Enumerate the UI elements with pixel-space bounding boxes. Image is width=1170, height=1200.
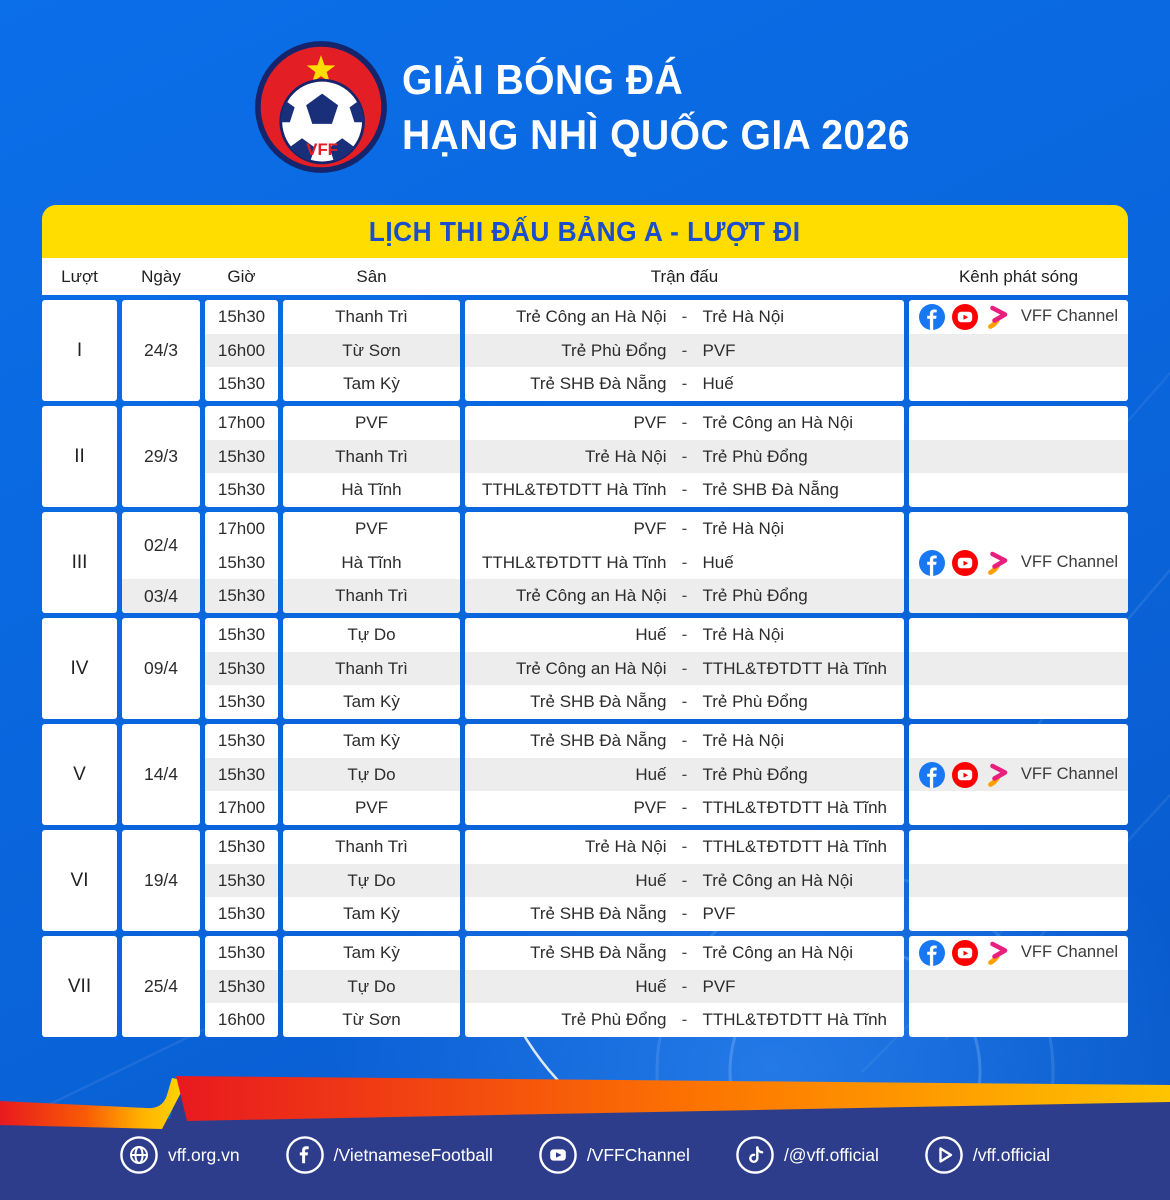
footer-link-label: /@vff.official — [783, 1144, 879, 1165]
round-block — [42, 936, 1128, 1037]
away-team: Trẻ Công an Hà Nội — [702, 870, 854, 890]
match-cell — [465, 300, 904, 334]
away-team: Trẻ Phù Đổng — [702, 764, 808, 784]
home-team: Trẻ SHB Đà Nẵng — [530, 942, 667, 962]
home-team: Trẻ Công an Hà Nội — [515, 658, 667, 678]
date-cell — [122, 724, 200, 825]
home-team: Huế — [635, 870, 667, 890]
round-block — [42, 618, 1128, 719]
footer-link-label: vff.org.vn — [167, 1144, 240, 1165]
time-column — [205, 300, 278, 401]
date-cell — [122, 936, 200, 1037]
vs-separator: - — [681, 836, 688, 856]
venue-cell: Tự Do — [283, 970, 460, 1004]
round-number: VII — [67, 975, 92, 997]
venue-cell: Tự Do — [347, 624, 396, 644]
time-cell: 15h30 — [217, 904, 266, 924]
date-cell — [122, 406, 200, 507]
home-team: PVF — [633, 798, 667, 818]
date-label: 24/3 — [143, 340, 179, 360]
time-cell: 17h00 — [217, 412, 266, 432]
away-team: TTHL&TĐTDTT Hà Tĩnh — [702, 658, 888, 678]
page-title — [402, 52, 948, 162]
broadcast-channels — [909, 300, 1128, 334]
time-cell: 15h30 — [217, 374, 266, 394]
tiktok-icon — [736, 1136, 774, 1174]
vs-separator: - — [681, 552, 688, 572]
venue-column — [283, 300, 460, 401]
venue-cell: Từ Sơn — [342, 1010, 401, 1030]
vs-separator: - — [681, 340, 688, 360]
date-label: 19/4 — [143, 870, 179, 890]
match-cell — [465, 618, 904, 652]
match-cell — [465, 791, 904, 825]
broadcast-row — [909, 830, 1128, 864]
column-header-date: Ngày — [141, 266, 181, 286]
broadcast-row — [909, 685, 1128, 719]
match-cell — [465, 512, 904, 546]
venue-column — [283, 724, 460, 825]
venue-cell: PVF — [354, 518, 389, 538]
date-label: 25/4 — [143, 976, 179, 996]
table-header-row — [42, 258, 1128, 295]
round-block — [42, 830, 1128, 931]
home-team: Huế — [635, 764, 667, 784]
broadcast-row — [909, 1003, 1128, 1037]
broadcast-channels — [909, 512, 1128, 613]
column-header-channel: Kênh phát sóng — [958, 266, 1079, 286]
round-block — [42, 406, 1128, 507]
time-cell: 17h00 — [217, 798, 266, 818]
round-number: V — [73, 763, 86, 785]
facebook-icon — [919, 940, 945, 966]
away-team: PVF — [702, 340, 736, 360]
footer-link-vietnamesefootball[interactable] — [286, 1136, 493, 1174]
vs-separator: - — [681, 624, 688, 644]
match-column — [465, 830, 904, 931]
date-cell — [122, 512, 200, 613]
away-team: Trẻ Phù Đổng — [702, 692, 808, 712]
away-team: TTHL&TĐTDTT Hà Tĩnh — [702, 836, 888, 856]
match-cell — [465, 367, 904, 401]
venue-cell: Tam Kỳ — [343, 374, 400, 394]
home-team: TTHL&TĐTDTT Hà Tĩnh — [481, 552, 667, 572]
venue-cell: Thanh Trì — [283, 652, 460, 686]
match-column — [465, 618, 904, 719]
vs-separator: - — [681, 306, 688, 326]
home-team: Trẻ Phù Đổng — [561, 340, 667, 360]
match-cell — [465, 579, 904, 613]
broadcast-cell — [909, 830, 1128, 931]
venue-cell: Thanh Trì — [335, 306, 408, 326]
time-cell: 15h30 — [205, 970, 278, 1004]
broadcast-cell — [909, 406, 1128, 507]
broadcast-row — [909, 652, 1128, 686]
home-team: Trẻ Hà Nội — [584, 836, 667, 856]
away-team: Trẻ Phù Đổng — [702, 446, 808, 466]
away-team: Trẻ Công an Hà Nội — [702, 412, 854, 432]
time-cell: 15h30 — [217, 552, 266, 572]
play-icon — [925, 1136, 963, 1174]
round-number-cell — [42, 936, 117, 1037]
broadcast-channels — [909, 724, 1128, 825]
time-cell: 15h30 — [205, 758, 278, 792]
home-team: Trẻ SHB Đà Nẵng — [530, 730, 667, 750]
match-cell — [465, 897, 904, 931]
column-header-time: Giờ — [227, 266, 256, 286]
venue-cell: Hà Tĩnh — [341, 480, 402, 500]
footer-link-vff-org-vn[interactable] — [120, 1136, 240, 1174]
venue-cell: PVF — [354, 798, 389, 818]
round-number: II — [74, 445, 85, 467]
home-team: PVF — [633, 412, 667, 432]
broadcast-row — [909, 334, 1128, 368]
date-label: 14/4 — [143, 764, 179, 784]
youtube-icon — [952, 550, 978, 576]
vs-separator: - — [681, 446, 688, 466]
time-cell: 16h00 — [217, 1010, 266, 1030]
date-group — [122, 830, 200, 931]
footer-link-label: /vff.official — [972, 1144, 1051, 1165]
vs-separator: - — [681, 764, 688, 784]
time-column — [205, 936, 278, 1037]
broadcast-row — [909, 406, 1128, 440]
round-number: IV — [70, 657, 89, 679]
footer-link-label: /VietnameseFootball — [333, 1144, 493, 1165]
schedule-body — [42, 300, 1128, 1037]
round-number: III — [71, 551, 88, 573]
time-cell: 15h30 — [217, 692, 266, 712]
date-label: 02/4 — [143, 535, 179, 556]
venue-column — [283, 618, 460, 719]
match-cell — [465, 685, 904, 719]
vs-separator: - — [681, 798, 688, 818]
home-team: Trẻ SHB Đà Nẵng — [530, 904, 667, 924]
footer-nav — [0, 1136, 1170, 1174]
venue-cell: Tam Kỳ — [343, 942, 400, 962]
match-cell — [465, 440, 904, 474]
home-team: PVF — [633, 518, 667, 538]
venue-column — [283, 406, 460, 507]
date-group — [122, 724, 200, 825]
match-column — [465, 724, 904, 825]
match-cell — [465, 864, 904, 898]
broadcast-cell — [909, 936, 1128, 1037]
footer-link-vffchannel[interactable] — [539, 1136, 690, 1174]
broadcast-label: VFF Channel — [1020, 943, 1119, 962]
vs-separator: - — [681, 480, 688, 500]
venue-cell: Tự Do — [283, 864, 460, 898]
play-icon — [985, 762, 1011, 788]
venue-cell: Tự Do — [283, 758, 460, 792]
home-team: Trẻ Phù Đổng — [561, 1010, 667, 1030]
broadcast-row — [909, 864, 1128, 898]
youtube-icon — [952, 304, 978, 330]
venue-cell: Từ Sơn — [283, 334, 460, 368]
away-team: Huế — [702, 552, 734, 572]
table-banner — [42, 205, 1128, 258]
away-team: Trẻ Công an Hà Nội — [702, 942, 854, 962]
home-team: Trẻ Công an Hà Nội — [515, 306, 667, 326]
home-team: Huế — [635, 976, 667, 996]
away-team: Trẻ Hà Nội — [702, 730, 785, 750]
round-number-cell — [42, 724, 117, 825]
match-column — [465, 936, 904, 1037]
vs-separator: - — [681, 658, 688, 678]
date-group — [122, 936, 200, 1037]
date-group — [122, 406, 200, 507]
round-number-cell — [42, 618, 117, 719]
match-column — [465, 300, 904, 401]
round-block — [42, 724, 1128, 825]
logo-text: VFF — [306, 140, 338, 160]
time-cell: 15h30 — [217, 730, 266, 750]
column-header-venue: Sân — [356, 266, 387, 286]
facebook-icon — [919, 304, 945, 330]
match-cell — [465, 652, 904, 686]
date-cell — [122, 618, 200, 719]
away-team: PVF — [702, 976, 736, 996]
time-column — [205, 618, 278, 719]
time-cell: 15h30 — [217, 836, 266, 856]
round-block — [42, 300, 1128, 401]
match-cell — [465, 758, 904, 792]
home-team: Huế — [635, 624, 667, 644]
broadcast-row — [909, 970, 1128, 1004]
broadcast-row — [909, 440, 1128, 474]
vs-separator: - — [681, 586, 688, 606]
home-team: Trẻ Hà Nội — [584, 446, 667, 466]
vs-separator: - — [681, 976, 688, 996]
broadcast-row — [909, 473, 1128, 507]
venue-cell: Thanh Trì — [283, 440, 460, 474]
away-team: TTHL&TĐTDTT Hà Tĩnh — [702, 798, 888, 818]
time-cell: 15h30 — [205, 864, 278, 898]
away-team: Trẻ Hà Nội — [702, 624, 785, 644]
round-number: I — [76, 339, 83, 361]
away-team: Huế — [702, 374, 734, 394]
away-team: TTHL&TĐTDTT Hà Tĩnh — [702, 1010, 888, 1030]
venue-column — [283, 512, 460, 613]
match-cell — [465, 406, 904, 440]
footer-link-vff-official[interactable] — [925, 1136, 1050, 1174]
play-icon — [985, 940, 1011, 966]
broadcast-label: VFF Channel — [1020, 553, 1119, 571]
vs-separator: - — [681, 412, 688, 432]
broadcast-row — [909, 618, 1128, 652]
vs-separator: - — [681, 692, 688, 712]
venue-cell: Thanh Trì — [283, 579, 460, 613]
home-team: Trẻ SHB Đà Nẵng — [530, 374, 667, 394]
venue-cell: PVF — [354, 412, 389, 432]
match-column — [465, 512, 904, 613]
youtube-icon — [952, 762, 978, 788]
broadcast-channels — [909, 936, 1128, 970]
vs-separator: - — [681, 904, 688, 924]
round-block — [42, 512, 1128, 613]
match-cell — [465, 334, 904, 368]
date-cell — [122, 300, 200, 401]
round-number-cell — [42, 830, 117, 931]
venue-cell: Tam Kỳ — [343, 692, 400, 712]
title-line-1: GIẢI BÓNG ĐÁ — [402, 56, 684, 103]
match-cell — [465, 546, 904, 580]
date-label: 03/4 — [143, 585, 179, 606]
time-cell: 17h00 — [217, 518, 266, 538]
match-cell — [465, 970, 904, 1004]
match-cell — [465, 473, 904, 507]
vs-separator: - — [681, 942, 688, 962]
match-cell — [465, 1003, 904, 1037]
round-number-cell — [42, 406, 117, 507]
time-cell: 15h30 — [205, 579, 278, 613]
match-column — [465, 406, 904, 507]
time-cell: 15h30 — [205, 440, 278, 474]
time-cell: 15h30 — [217, 624, 266, 644]
venue-cell: Hà Tĩnh — [341, 552, 402, 572]
broadcast-cell — [909, 512, 1128, 613]
facebook-icon — [286, 1136, 324, 1174]
match-cell — [465, 936, 904, 970]
globe-icon — [120, 1136, 158, 1174]
away-team: Trẻ Hà Nội — [702, 518, 785, 538]
date-group — [122, 618, 200, 719]
youtube-icon — [539, 1136, 577, 1174]
venue-cell: Tam Kỳ — [343, 904, 400, 924]
venue-column — [283, 936, 460, 1037]
schedule-table — [42, 205, 1128, 1042]
vs-separator: - — [681, 730, 688, 750]
time-cell: 15h30 — [217, 306, 266, 326]
time-cell: 15h30 — [217, 942, 266, 962]
time-column — [205, 512, 278, 613]
home-team: Trẻ Công an Hà Nội — [515, 586, 667, 606]
match-cell — [465, 724, 904, 758]
footer-link-label: /VFFChannel — [586, 1144, 690, 1165]
broadcast-cell — [909, 300, 1128, 401]
round-number-cell — [42, 512, 117, 613]
vs-separator: - — [681, 1010, 688, 1030]
banner-title: LỊCH THI ĐẤU BẢNG A - LƯỢT ĐI — [369, 215, 801, 247]
away-team: Trẻ SHB Đà Nẵng — [702, 480, 839, 500]
home-team: TTHL&TĐTDTT Hà Tĩnh — [481, 480, 667, 500]
date-group — [122, 512, 200, 579]
vs-separator: - — [681, 374, 688, 394]
time-cell: 15h30 — [205, 652, 278, 686]
youtube-icon — [952, 940, 978, 966]
date-group — [122, 579, 200, 613]
vff-logo — [254, 40, 388, 174]
home-team: Trẻ SHB Đà Nẵng — [530, 692, 667, 712]
venue-column — [283, 830, 460, 931]
vs-separator: - — [681, 870, 688, 890]
broadcast-cell — [909, 618, 1128, 719]
broadcast-row — [909, 367, 1128, 401]
time-column — [205, 724, 278, 825]
column-header-round: Lượt — [61, 266, 98, 286]
date-label: 09/4 — [143, 658, 179, 678]
broadcast-cell — [909, 724, 1128, 825]
play-icon — [985, 550, 1011, 576]
round-number: VI — [70, 869, 89, 891]
time-cell: 15h30 — [217, 480, 266, 500]
facebook-icon — [919, 762, 945, 788]
facebook-icon — [919, 550, 945, 576]
time-column — [205, 406, 278, 507]
play-icon — [985, 304, 1011, 330]
broadcast-label: VFF Channel — [1020, 765, 1119, 783]
date-group — [122, 300, 200, 401]
vs-separator: - — [681, 518, 688, 538]
away-team: PVF — [702, 904, 736, 924]
footer-link-vff-official[interactable] — [736, 1136, 879, 1174]
time-cell: 16h00 — [205, 334, 278, 368]
column-header-match: Trận đấu — [650, 266, 719, 286]
round-number-cell — [42, 300, 117, 401]
away-team: Trẻ Phù Đổng — [702, 586, 808, 606]
venue-cell: Tam Kỳ — [343, 730, 400, 750]
venue-cell: Thanh Trì — [335, 836, 408, 856]
date-cell — [122, 830, 200, 931]
time-column — [205, 830, 278, 931]
away-team: Trẻ Hà Nội — [702, 306, 785, 326]
broadcast-row — [909, 897, 1128, 931]
date-label: 29/3 — [143, 446, 179, 466]
match-cell — [465, 830, 904, 864]
title-line-2: HẠNG NHÌ QUỐC GIA 2026 — [402, 111, 910, 158]
broadcast-label: VFF Channel — [1020, 307, 1119, 326]
